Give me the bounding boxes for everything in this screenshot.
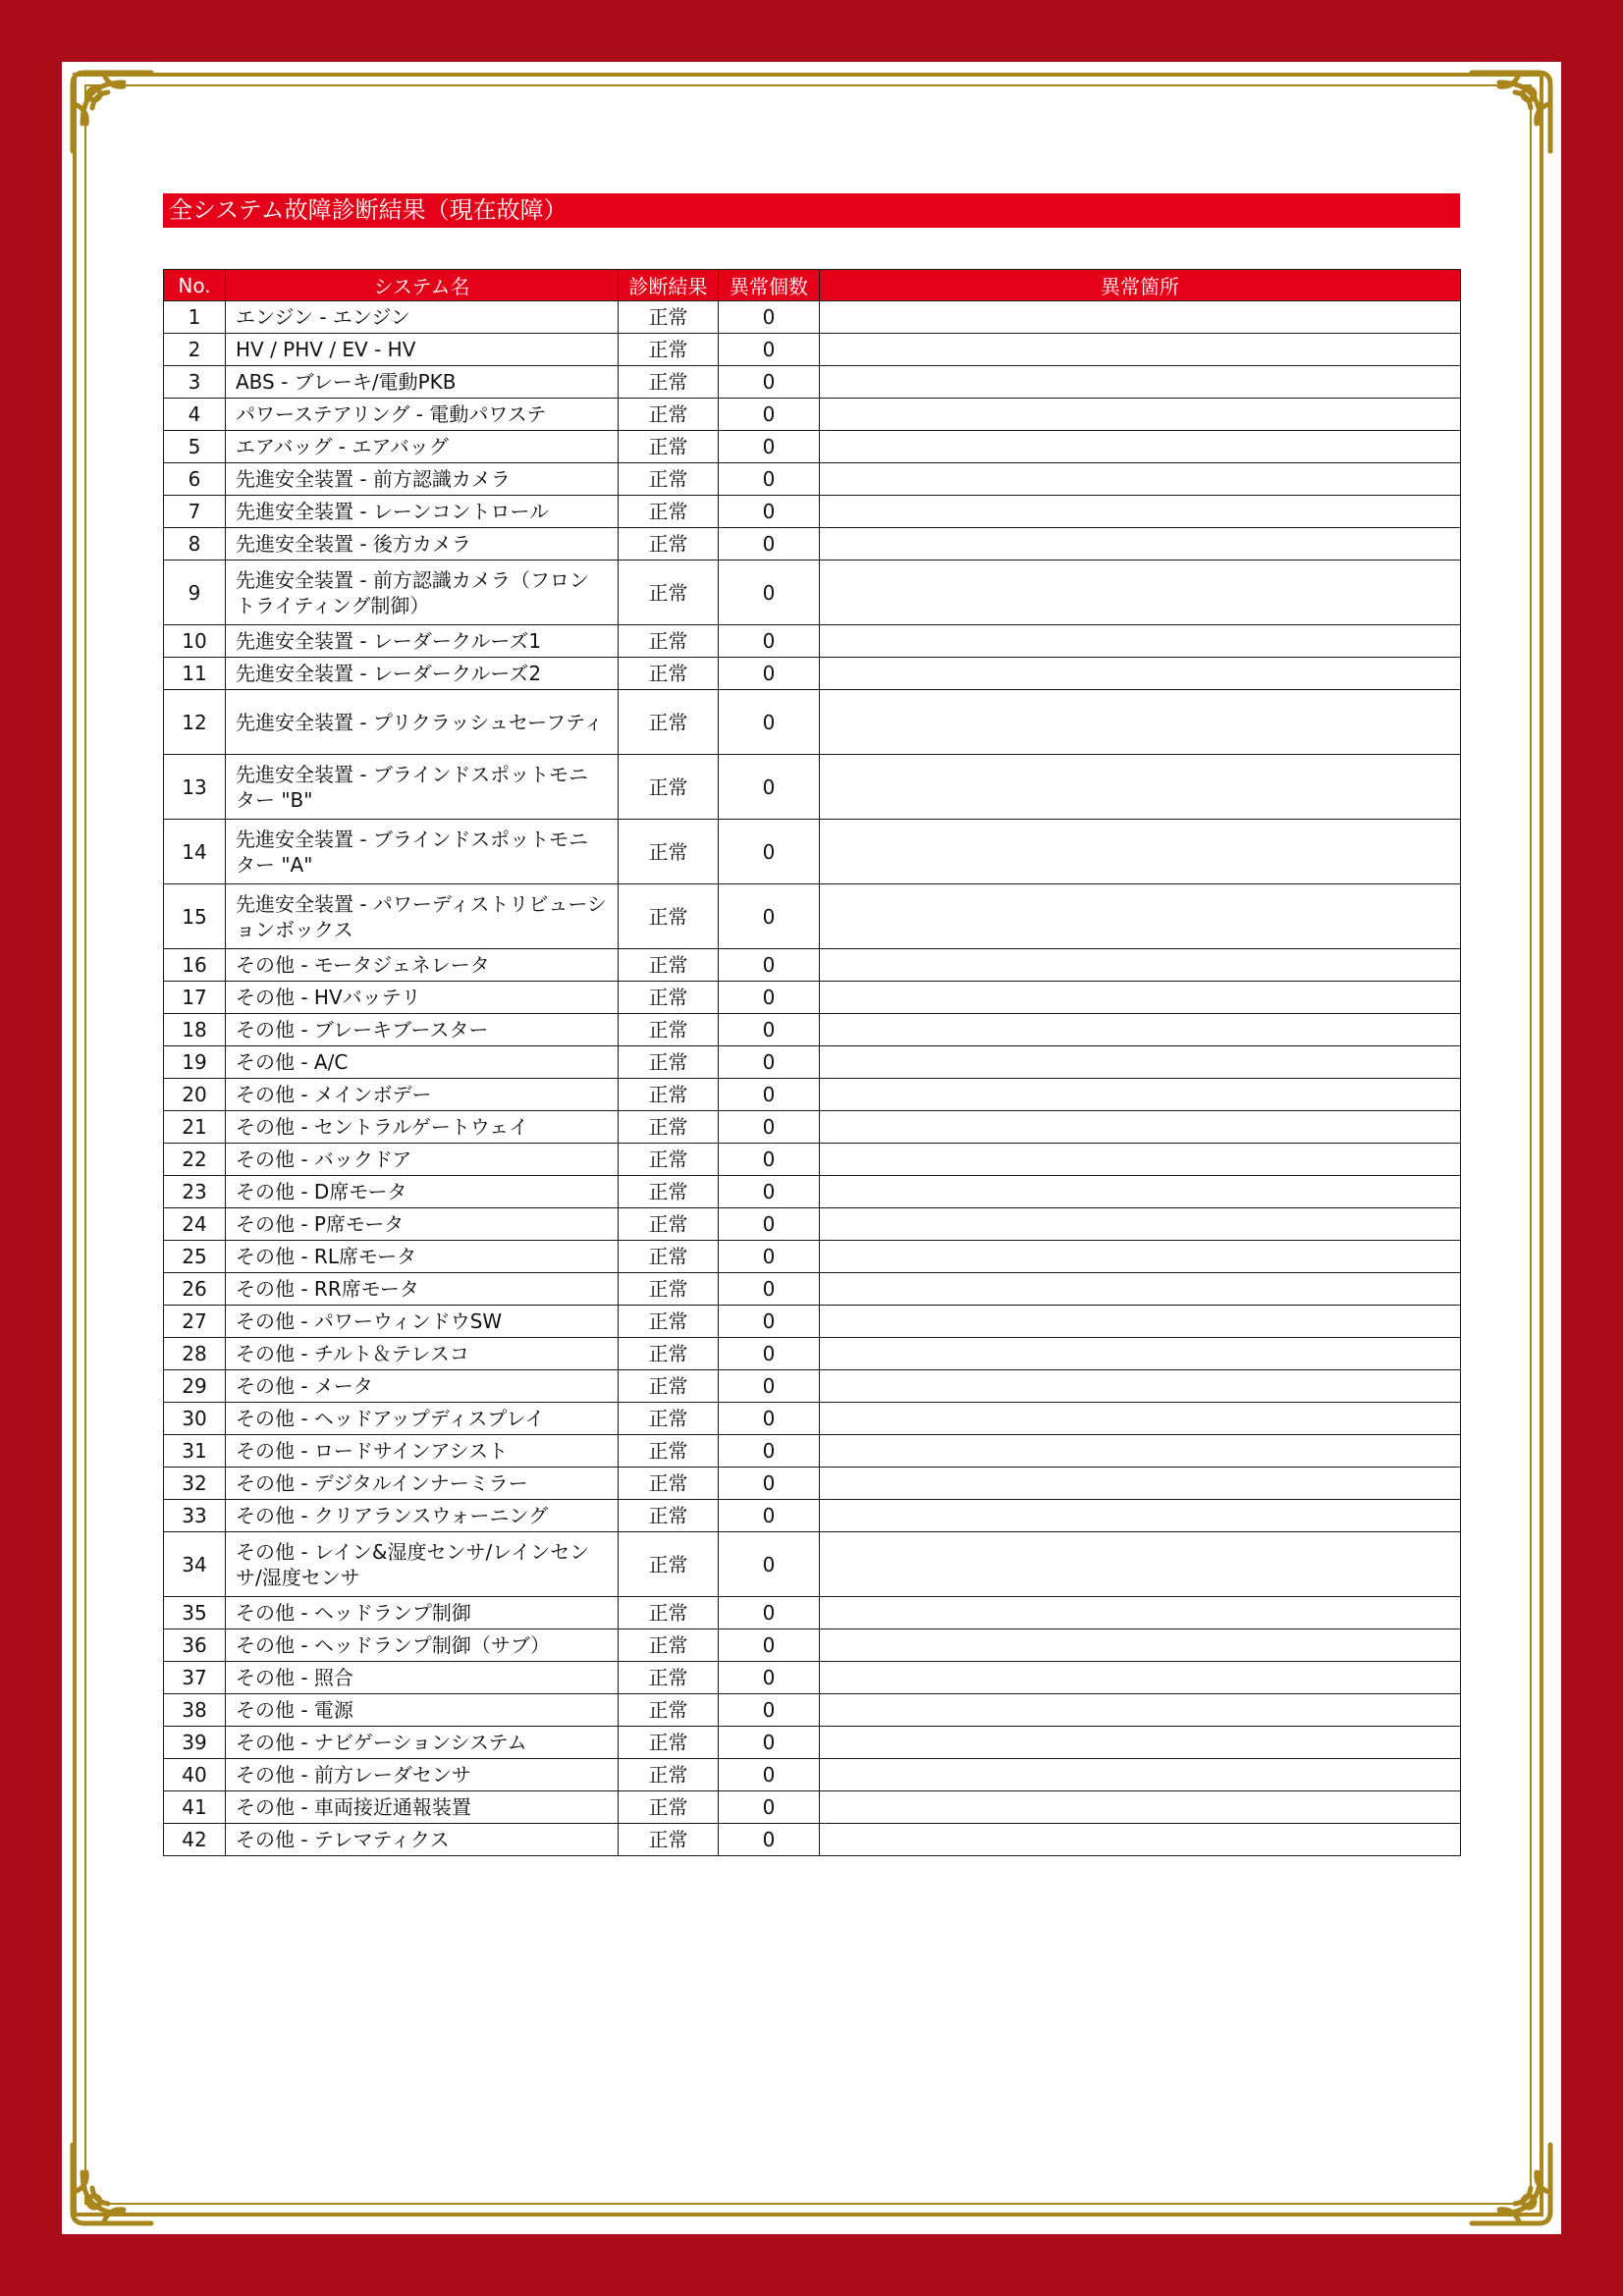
row-result: 正常 xyxy=(619,1208,719,1241)
table-row xyxy=(164,1241,1461,1273)
row-count: 0 xyxy=(719,1597,820,1629)
row-system-name: その他 - ナビゲーションシステム xyxy=(226,1727,619,1759)
row-result: 正常 xyxy=(619,949,719,982)
row-number: 4 xyxy=(164,399,226,431)
row-system-name: その他 - 車両接近通報装置 xyxy=(226,1791,619,1824)
row-location xyxy=(820,399,1461,431)
row-number: 15 xyxy=(164,884,226,949)
row-result: 正常 xyxy=(619,1338,719,1370)
row-result: 正常 xyxy=(619,755,719,820)
row-count: 0 xyxy=(719,399,820,431)
row-count: 0 xyxy=(719,1759,820,1791)
table-row xyxy=(164,1306,1461,1338)
row-number: 39 xyxy=(164,1727,226,1759)
row-location xyxy=(820,1629,1461,1662)
table-row xyxy=(164,884,1461,949)
table-row xyxy=(164,1694,1461,1727)
row-count: 0 xyxy=(719,755,820,820)
table-row xyxy=(164,1597,1461,1629)
row-result: 正常 xyxy=(619,1500,719,1532)
header-result: 診断結果 xyxy=(619,270,719,301)
row-location xyxy=(820,496,1461,528)
row-number: 13 xyxy=(164,755,226,820)
row-system-name: 先進安全装置 - 前方認識カメラ xyxy=(226,463,619,496)
row-number: 5 xyxy=(164,431,226,463)
row-number: 33 xyxy=(164,1500,226,1532)
row-system-name: その他 - デジタルインナーミラー xyxy=(226,1468,619,1500)
row-count: 0 xyxy=(719,561,820,625)
row-location xyxy=(820,1338,1461,1370)
row-system-name: HV / PHV / EV - HV xyxy=(226,334,619,366)
row-number: 11 xyxy=(164,658,226,690)
row-result: 正常 xyxy=(619,463,719,496)
row-location xyxy=(820,1824,1461,1856)
row-count: 0 xyxy=(719,496,820,528)
row-count: 0 xyxy=(719,1144,820,1176)
table-row xyxy=(164,1435,1461,1468)
row-count: 0 xyxy=(719,1111,820,1144)
table-row xyxy=(164,1014,1461,1046)
row-number: 28 xyxy=(164,1338,226,1370)
row-location xyxy=(820,1435,1461,1468)
row-result: 正常 xyxy=(619,1111,719,1144)
row-result: 正常 xyxy=(619,1468,719,1500)
row-location xyxy=(820,1727,1461,1759)
row-count: 0 xyxy=(719,1791,820,1824)
row-location xyxy=(820,1662,1461,1694)
row-count: 0 xyxy=(719,1532,820,1597)
row-number: 41 xyxy=(164,1791,226,1824)
row-system-name: その他 - レイン&湿度センサ/レインセンサ/湿度センサ xyxy=(226,1532,619,1597)
row-system-name: その他 - モータジェネレータ xyxy=(226,949,619,982)
row-result: 正常 xyxy=(619,399,719,431)
table-row xyxy=(164,1403,1461,1435)
row-location xyxy=(820,1273,1461,1306)
table-row xyxy=(164,528,1461,561)
table-row xyxy=(164,1759,1461,1791)
row-count: 0 xyxy=(719,1403,820,1435)
table-row xyxy=(164,1824,1461,1856)
row-result: 正常 xyxy=(619,820,719,884)
row-count: 0 xyxy=(719,431,820,463)
row-result: 正常 xyxy=(619,1079,719,1111)
row-location xyxy=(820,1014,1461,1046)
table-row xyxy=(164,1629,1461,1662)
table-row xyxy=(164,1727,1461,1759)
row-system-name: その他 - メインボデー xyxy=(226,1079,619,1111)
row-count: 0 xyxy=(719,1694,820,1727)
row-result: 正常 xyxy=(619,982,719,1014)
row-count: 0 xyxy=(719,1370,820,1403)
row-result: 正常 xyxy=(619,1759,719,1791)
table-row xyxy=(164,1046,1461,1079)
row-system-name: その他 - HVバッテリ xyxy=(226,982,619,1014)
row-location xyxy=(820,463,1461,496)
row-result: 正常 xyxy=(619,1273,719,1306)
row-count: 0 xyxy=(719,884,820,949)
row-result: 正常 xyxy=(619,561,719,625)
row-count: 0 xyxy=(719,1435,820,1468)
row-number: 17 xyxy=(164,982,226,1014)
table-row xyxy=(164,334,1461,366)
row-number: 7 xyxy=(164,496,226,528)
row-system-name: その他 - テレマティクス xyxy=(226,1824,619,1856)
row-result: 正常 xyxy=(619,1824,719,1856)
table-row xyxy=(164,1079,1461,1111)
row-number: 2 xyxy=(164,334,226,366)
row-location xyxy=(820,1208,1461,1241)
row-system-name: その他 - バックドア xyxy=(226,1144,619,1176)
table-row xyxy=(164,1532,1461,1597)
table-row xyxy=(164,561,1461,625)
row-count: 0 xyxy=(719,1176,820,1208)
table-header-row xyxy=(164,270,1461,301)
row-location xyxy=(820,431,1461,463)
row-location xyxy=(820,561,1461,625)
row-number: 20 xyxy=(164,1079,226,1111)
row-number: 34 xyxy=(164,1532,226,1597)
row-count: 0 xyxy=(719,658,820,690)
table-row xyxy=(164,399,1461,431)
row-result: 正常 xyxy=(619,334,719,366)
row-count: 0 xyxy=(719,1338,820,1370)
row-number: 14 xyxy=(164,820,226,884)
row-result: 正常 xyxy=(619,1046,719,1079)
row-count: 0 xyxy=(719,334,820,366)
row-system-name: その他 - 前方レーダセンサ xyxy=(226,1759,619,1791)
row-count: 0 xyxy=(719,1208,820,1241)
row-number: 29 xyxy=(164,1370,226,1403)
row-result: 正常 xyxy=(619,301,719,334)
table-row xyxy=(164,1111,1461,1144)
table-row xyxy=(164,1144,1461,1176)
row-location xyxy=(820,884,1461,949)
row-count: 0 xyxy=(719,528,820,561)
row-number: 32 xyxy=(164,1468,226,1500)
row-result: 正常 xyxy=(619,1791,719,1824)
row-count: 0 xyxy=(719,1824,820,1856)
table-row xyxy=(164,1791,1461,1824)
row-system-name: その他 - ヘッドランプ制御 xyxy=(226,1597,619,1629)
row-location xyxy=(820,625,1461,658)
row-result: 正常 xyxy=(619,1662,719,1694)
row-system-name: その他 - セントラルゲートウェイ xyxy=(226,1111,619,1144)
row-system-name: 先進安全装置 - レーダークルーズ1 xyxy=(226,625,619,658)
table-row xyxy=(164,1370,1461,1403)
row-location xyxy=(820,1079,1461,1111)
row-count: 0 xyxy=(719,1014,820,1046)
row-system-name: パワーステアリング - 電動パワステ xyxy=(226,399,619,431)
table-row xyxy=(164,949,1461,982)
table-row xyxy=(164,463,1461,496)
row-system-name: その他 - P席モータ xyxy=(226,1208,619,1241)
row-number: 1 xyxy=(164,301,226,334)
row-number: 22 xyxy=(164,1144,226,1176)
row-location xyxy=(820,1532,1461,1597)
row-number: 30 xyxy=(164,1403,226,1435)
row-location xyxy=(820,690,1461,755)
row-count: 0 xyxy=(719,949,820,982)
row-result: 正常 xyxy=(619,884,719,949)
row-result: 正常 xyxy=(619,1403,719,1435)
row-location xyxy=(820,1500,1461,1532)
row-system-name: 先進安全装置 - レーンコントロール xyxy=(226,496,619,528)
row-number: 35 xyxy=(164,1597,226,1629)
row-location xyxy=(820,1111,1461,1144)
row-location xyxy=(820,1241,1461,1273)
row-number: 21 xyxy=(164,1111,226,1144)
row-system-name: ABS - ブレーキ/電動PKB xyxy=(226,366,619,399)
row-count: 0 xyxy=(719,1662,820,1694)
table-row xyxy=(164,301,1461,334)
row-location xyxy=(820,1597,1461,1629)
header-no: No. xyxy=(164,270,226,301)
row-system-name: その他 - ヘッドランプ制御（サブ） xyxy=(226,1629,619,1662)
row-system-name: その他 - 電源 xyxy=(226,1694,619,1727)
row-location xyxy=(820,528,1461,561)
row-result: 正常 xyxy=(619,1435,719,1468)
row-location xyxy=(820,1759,1461,1791)
table-row xyxy=(164,755,1461,820)
row-system-name: その他 - ロードサインアシスト xyxy=(226,1435,619,1468)
row-number: 27 xyxy=(164,1306,226,1338)
table-row xyxy=(164,690,1461,755)
table-row xyxy=(164,625,1461,658)
row-number: 9 xyxy=(164,561,226,625)
row-number: 31 xyxy=(164,1435,226,1468)
row-number: 16 xyxy=(164,949,226,982)
row-result: 正常 xyxy=(619,366,719,399)
row-result: 正常 xyxy=(619,690,719,755)
diagnosis-table xyxy=(163,269,1461,1856)
row-system-name: 先進安全装置 - ブラインドスポットモニター "A" xyxy=(226,820,619,884)
header-system-name: システム名 xyxy=(226,270,619,301)
row-location xyxy=(820,1468,1461,1500)
row-result: 正常 xyxy=(619,1144,719,1176)
row-location xyxy=(820,1144,1461,1176)
row-location xyxy=(820,658,1461,690)
row-count: 0 xyxy=(719,1468,820,1500)
row-number: 24 xyxy=(164,1208,226,1241)
row-system-name: エアバッグ - エアバッグ xyxy=(226,431,619,463)
row-result: 正常 xyxy=(619,528,719,561)
table-row xyxy=(164,1338,1461,1370)
row-system-name: 先進安全装置 - プリクラッシュセーフティ xyxy=(226,690,619,755)
row-result: 正常 xyxy=(619,1241,719,1273)
header-location: 異常箇所 xyxy=(820,270,1461,301)
row-count: 0 xyxy=(719,1273,820,1306)
row-system-name: その他 - クリアランスウォーニング xyxy=(226,1500,619,1532)
row-system-name: エンジン - エンジン xyxy=(226,301,619,334)
row-location xyxy=(820,1306,1461,1338)
row-number: 25 xyxy=(164,1241,226,1273)
row-system-name: その他 - D席モータ xyxy=(226,1176,619,1208)
row-number: 38 xyxy=(164,1694,226,1727)
table-row xyxy=(164,1468,1461,1500)
row-number: 42 xyxy=(164,1824,226,1856)
table-row xyxy=(164,658,1461,690)
row-system-name: 先進安全装置 - ブラインドスポットモニター "B" xyxy=(226,755,619,820)
header-count: 異常個数 xyxy=(719,270,820,301)
row-result: 正常 xyxy=(619,496,719,528)
table-row xyxy=(164,1273,1461,1306)
row-count: 0 xyxy=(719,820,820,884)
row-system-name: その他 - RL席モータ xyxy=(226,1241,619,1273)
row-system-name: その他 - チルト＆テレスコ xyxy=(226,1338,619,1370)
row-number: 3 xyxy=(164,366,226,399)
row-result: 正常 xyxy=(619,1727,719,1759)
row-number: 23 xyxy=(164,1176,226,1208)
row-count: 0 xyxy=(719,625,820,658)
row-count: 0 xyxy=(719,690,820,755)
row-system-name: その他 - ヘッドアップディスプレイ xyxy=(226,1403,619,1435)
corner-ornament-icon xyxy=(65,65,159,159)
corner-ornament-icon xyxy=(1464,65,1558,159)
row-result: 正常 xyxy=(619,431,719,463)
row-count: 0 xyxy=(719,1046,820,1079)
row-count: 0 xyxy=(719,1241,820,1273)
corner-ornament-icon xyxy=(1464,2137,1558,2231)
row-location xyxy=(820,1403,1461,1435)
row-system-name: その他 - ブレーキブースター xyxy=(226,1014,619,1046)
table-row xyxy=(164,1662,1461,1694)
row-result: 正常 xyxy=(619,658,719,690)
row-system-name: 先進安全装置 - パワーディストリビューションボックス xyxy=(226,884,619,949)
table-row xyxy=(164,496,1461,528)
row-number: 37 xyxy=(164,1662,226,1694)
row-result: 正常 xyxy=(619,1532,719,1597)
row-location xyxy=(820,982,1461,1014)
row-number: 18 xyxy=(164,1014,226,1046)
row-count: 0 xyxy=(719,463,820,496)
row-number: 40 xyxy=(164,1759,226,1791)
row-number: 36 xyxy=(164,1629,226,1662)
row-result: 正常 xyxy=(619,1370,719,1403)
row-location xyxy=(820,820,1461,884)
row-location xyxy=(820,755,1461,820)
table-row xyxy=(164,366,1461,399)
row-number: 8 xyxy=(164,528,226,561)
table-row xyxy=(164,431,1461,463)
row-result: 正常 xyxy=(619,1629,719,1662)
row-location xyxy=(820,1791,1461,1824)
row-location xyxy=(820,1694,1461,1727)
row-result: 正常 xyxy=(619,1176,719,1208)
row-count: 0 xyxy=(719,1629,820,1662)
row-location xyxy=(820,334,1461,366)
row-result: 正常 xyxy=(619,625,719,658)
report-title: 全システム故障診断結果（現在故障） xyxy=(163,193,1460,228)
row-count: 0 xyxy=(719,301,820,334)
corner-ornament-icon xyxy=(65,2137,159,2231)
row-count: 0 xyxy=(719,366,820,399)
row-location xyxy=(820,1370,1461,1403)
row-count: 0 xyxy=(719,1306,820,1338)
row-number: 12 xyxy=(164,690,226,755)
row-location xyxy=(820,949,1461,982)
row-system-name: その他 - メータ xyxy=(226,1370,619,1403)
row-number: 6 xyxy=(164,463,226,496)
table-row xyxy=(164,982,1461,1014)
row-count: 0 xyxy=(719,1727,820,1759)
table-row xyxy=(164,1500,1461,1532)
row-result: 正常 xyxy=(619,1597,719,1629)
row-system-name: その他 - A/C xyxy=(226,1046,619,1079)
row-number: 19 xyxy=(164,1046,226,1079)
row-number: 10 xyxy=(164,625,226,658)
row-location xyxy=(820,366,1461,399)
row-system-name: その他 - RR席モータ xyxy=(226,1273,619,1306)
row-location xyxy=(820,301,1461,334)
row-system-name: その他 - 照合 xyxy=(226,1662,619,1694)
row-result: 正常 xyxy=(619,1306,719,1338)
row-count: 0 xyxy=(719,1500,820,1532)
row-count: 0 xyxy=(719,982,820,1014)
row-system-name: その他 - パワーウィンドウSW xyxy=(226,1306,619,1338)
row-system-name: 先進安全装置 - 後方カメラ xyxy=(226,528,619,561)
row-result: 正常 xyxy=(619,1014,719,1046)
table-row xyxy=(164,1176,1461,1208)
table-row xyxy=(164,820,1461,884)
row-location xyxy=(820,1176,1461,1208)
table-row xyxy=(164,1208,1461,1241)
row-system-name: 先進安全装置 - 前方認識カメラ（フロントライティング制御） xyxy=(226,561,619,625)
row-location xyxy=(820,1046,1461,1079)
row-number: 26 xyxy=(164,1273,226,1306)
row-count: 0 xyxy=(719,1079,820,1111)
row-system-name: 先進安全装置 - レーダークルーズ2 xyxy=(226,658,619,690)
row-result: 正常 xyxy=(619,1694,719,1727)
